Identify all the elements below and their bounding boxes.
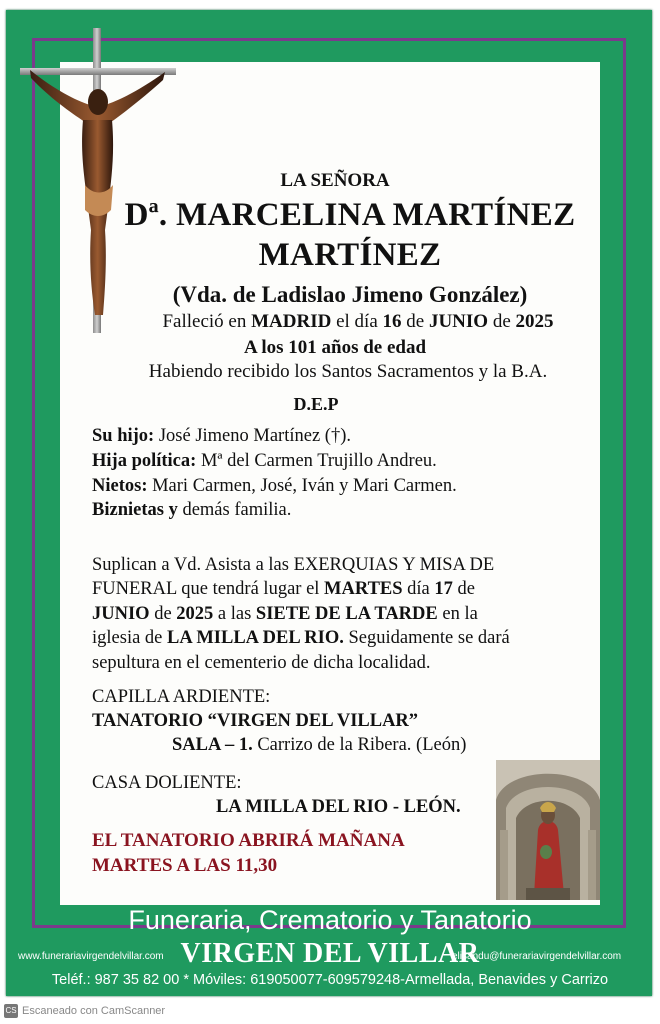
casa-doliente-place: LA MILLA DEL RIO - LEÓN. bbox=[216, 797, 461, 817]
camscanner-logo-icon: CS bbox=[4, 1004, 18, 1018]
footer-phones: Teléf.: 987 35 82 00 * Móviles: 619050077-609579248-Armellada, Benavides y Carrizo bbox=[51, 972, 609, 988]
sacramentos-line: Habiendo recibido los Santos Sacramentos y la B.A. bbox=[148, 361, 548, 382]
family-son: Su hijo: José Jimeno Martínez (†). bbox=[92, 426, 351, 446]
notice-line-1: EL TANATORIO ABRIRÁ MAÑANA bbox=[92, 830, 405, 851]
family-great-grandchildren: Biznietas y demás familia. bbox=[92, 500, 292, 520]
deceased-name-line1: Dª. MARCELINA MARTÍNEZ bbox=[124, 197, 576, 233]
funeral-line-1: Suplican a Vd. Asista a las EXERQUIAS Y MISA DE bbox=[92, 555, 495, 575]
deceased-name-line2: MARTÍNEZ bbox=[258, 237, 442, 273]
funeral-line-5: sepultura en el cementerio de dicha localidad. bbox=[92, 653, 431, 673]
virgin-statue-image bbox=[496, 760, 600, 900]
sala-line: SALA – 1. Carrizo de la Ribera. (León) bbox=[172, 735, 467, 755]
footer-title: Funeraria, Crematorio y Tanatorio bbox=[128, 905, 532, 935]
age-line: A los 101 años de edad bbox=[243, 337, 427, 358]
funeral-line-3: JUNIO de 2025 a las SIETE DE LA TARDE en la bbox=[92, 604, 478, 624]
death-info: Falleció en MADRID el día 16 de JUNIO de 2025 bbox=[162, 311, 554, 332]
footer-website-link[interactable]: www.funerariavirgendelvillar.com bbox=[18, 951, 164, 962]
widow-of: (Vda. de Ladislao Jimeno González) bbox=[172, 282, 528, 307]
la-senora-label: LA SEÑORA bbox=[280, 170, 390, 191]
family-grandchildren: Nietos: Mari Carmen, José, Iván y Mari Carmen. bbox=[92, 476, 457, 496]
capilla-label: CAPILLA ARDIENTE: bbox=[92, 687, 271, 707]
notice-line-2: MARTES A LAS 11,30 bbox=[92, 855, 278, 876]
tanatorio-name: TANATORIO “VIRGEN DEL VILLAR” bbox=[92, 711, 419, 731]
scanner-watermark bbox=[4, 1004, 165, 1018]
dep-line: D.E.P bbox=[293, 394, 339, 414]
casa-doliente-label: CASA DOLIENTE: bbox=[92, 773, 242, 793]
footer-brand: VIRGEN DEL VILLAR bbox=[180, 938, 480, 969]
funeral-line-4: iglesia de LA MILLA DEL RIO. Seguidamente se dará bbox=[92, 628, 510, 648]
scanner-text: Escaneado con CamScanner bbox=[22, 1004, 166, 1017]
family-daughter-in-law: Hija política: Mª del Carmen Trujillo Andreu. bbox=[92, 451, 437, 471]
funeral-line-2: FUNERAL que tendrá lugar el MARTES día 17 de bbox=[92, 579, 475, 599]
footer-email-link[interactable]: elisandu@funerariavirgendelvillar.com bbox=[452, 951, 622, 962]
